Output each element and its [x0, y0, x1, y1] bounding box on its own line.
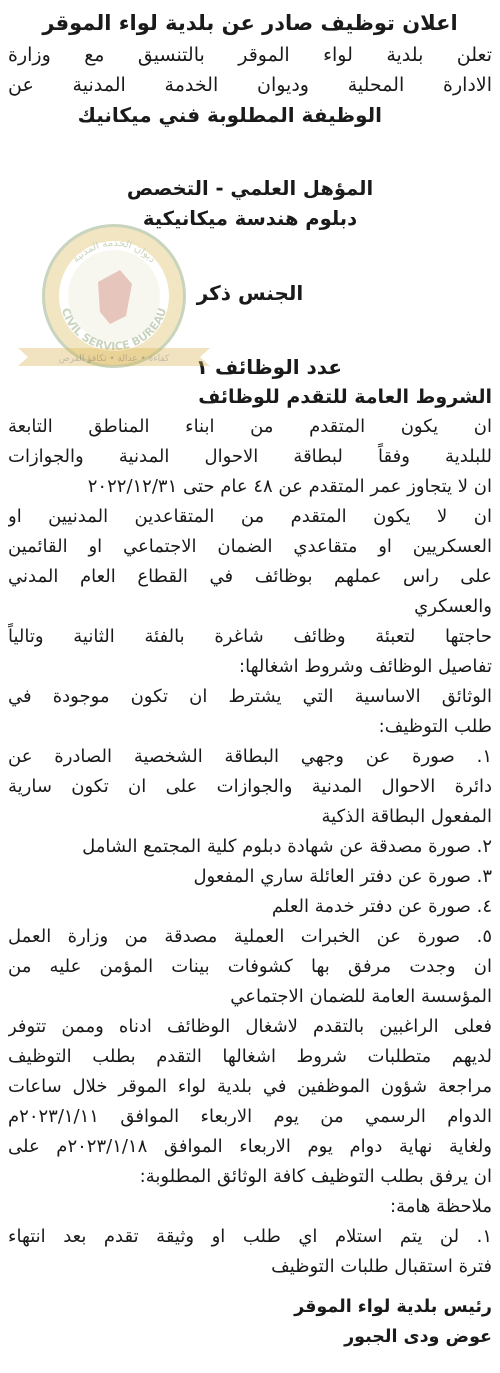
job-title-line: الوظيفة المطلوبة فني ميكانيك [77, 103, 382, 127]
gender-line: الجنس ذكر [196, 281, 304, 305]
announcement-title: اعلان توظيف صادر عن بلدية لواء الموقر [42, 11, 458, 35]
body-line: دائرة الاحوال المدنية والجوازات على ان تكون سارية [8, 776, 492, 797]
intro-line-1: تعلن بلدية لواء الموقر بالتنسيق مع وزارة [8, 44, 492, 66]
body-line: على راس عملهم بوظائف في القطاع العام المدني [8, 566, 492, 587]
body-line: المؤسسة العامة للضمان الاجتماعي [230, 986, 492, 1007]
seal-banner-text: كفاءة • عدالة • تكافؤ الفرص [58, 354, 170, 364]
body-line: ملاحظة هامة: [390, 1196, 492, 1217]
body-line: العسكريين او متقاعدي الضمان الاجتماعي او القائمين [8, 536, 492, 557]
body-line: ١. لن يتم استلام اي طلب او وثيقة تقدم بعد انتهاء [8, 1226, 492, 1247]
job-count-line: عدد الوظائف ١ [195, 355, 342, 379]
body-line: لديهم متطلبات شروط اشغالها التقدم بطلب التوظيف [8, 1046, 492, 1067]
body-line: تفاصيل الوظائف وشروط اشغالها: [239, 656, 492, 677]
qualification-value: دبلوم هندسة ميكانيكية [142, 207, 358, 230]
body-line: الدوام الرسمي من يوم الاربعاء الموافق ٢٠٢٣/١/١١م [8, 1106, 492, 1127]
body-line: المفعول البطاقة الذكية [321, 806, 492, 827]
body-line: والعسكري [414, 596, 492, 617]
body-line: ٤. صورة عن دفتر خدمة العلم [271, 896, 492, 917]
signature-name: عوض ودى الجبور [344, 1327, 492, 1347]
intro-line-2: الادارة المحلية وديوان الخدمة المدنية عن [8, 74, 492, 96]
body-line: ٢. صورة مصدقة عن شهادة دبلوم كلية المجتمع الشامل [82, 836, 492, 857]
body-line: للبلدية وفقاً لبطاقة الاحوال المدنية والجوازات [8, 446, 492, 467]
body-line: ١. صورة عن وجهي البطاقة الشخصية الصادرة عن [8, 746, 492, 767]
general-conditions-title: الشروط العامة للتقدم للوظائف [198, 386, 492, 408]
body-line: مراجعة شؤون الموظفين في بلدية لواء الموقر خلال ساعات [8, 1076, 492, 1097]
body-line: ان لا يتجاوز عمر المتقدم عن ٤٨ عام حتى ٢٠٢٢/١٢/٣١ [87, 476, 492, 497]
body-line: ولغاية نهاية دوام يوم الاربعاء الموافق ٢٠٢٣/١/١٨م على [8, 1136, 492, 1157]
body-line: ان يكون المتقدم من ابناء المناطق التابعة [8, 416, 492, 437]
qualification-title: المؤهل العلمي - التخصص [126, 177, 374, 200]
signature-title: رئيس بلدية لواء الموقر [294, 1297, 492, 1317]
body-line: حاجتها لتعبئة وظائف شاغرة بالفئة الثانية وتالياً [8, 626, 492, 647]
body-line: ان لا يكون المتقدم من المتقاعدين المدنيين او [8, 506, 492, 527]
body-line: الوثائق الاساسية التي يشترط ان تكون موجودة في [8, 686, 492, 707]
body-line: ان وجدت مرفق بها كشوفات بينات المؤمن عليه من [8, 956, 492, 977]
body-line: فعلى الراغبين بالتقدم لاشغال الوظائف ادناه وممن تتوفر [8, 1016, 492, 1037]
body-line: ان يرفق بطلب التوظيف كافة الوثائق المطلوبة: [139, 1166, 492, 1187]
body-line: ٥. صورة عن الخبرات العملية مصدقة من وزارة العمل [8, 926, 492, 947]
seal-text-ar: ديوان الخدمة المدنية [70, 237, 158, 266]
body-line: طلب التوظيف: [378, 716, 492, 737]
body-text [8, 412, 492, 1282]
body-line: ٣. صورة عن دفتر العائلة ساري المفعول [193, 866, 492, 887]
body-line: فترة استقبال طلبات التوظيف [271, 1256, 492, 1277]
seal-text-en: CIVIL SERVICE BUREAU [58, 306, 170, 354]
